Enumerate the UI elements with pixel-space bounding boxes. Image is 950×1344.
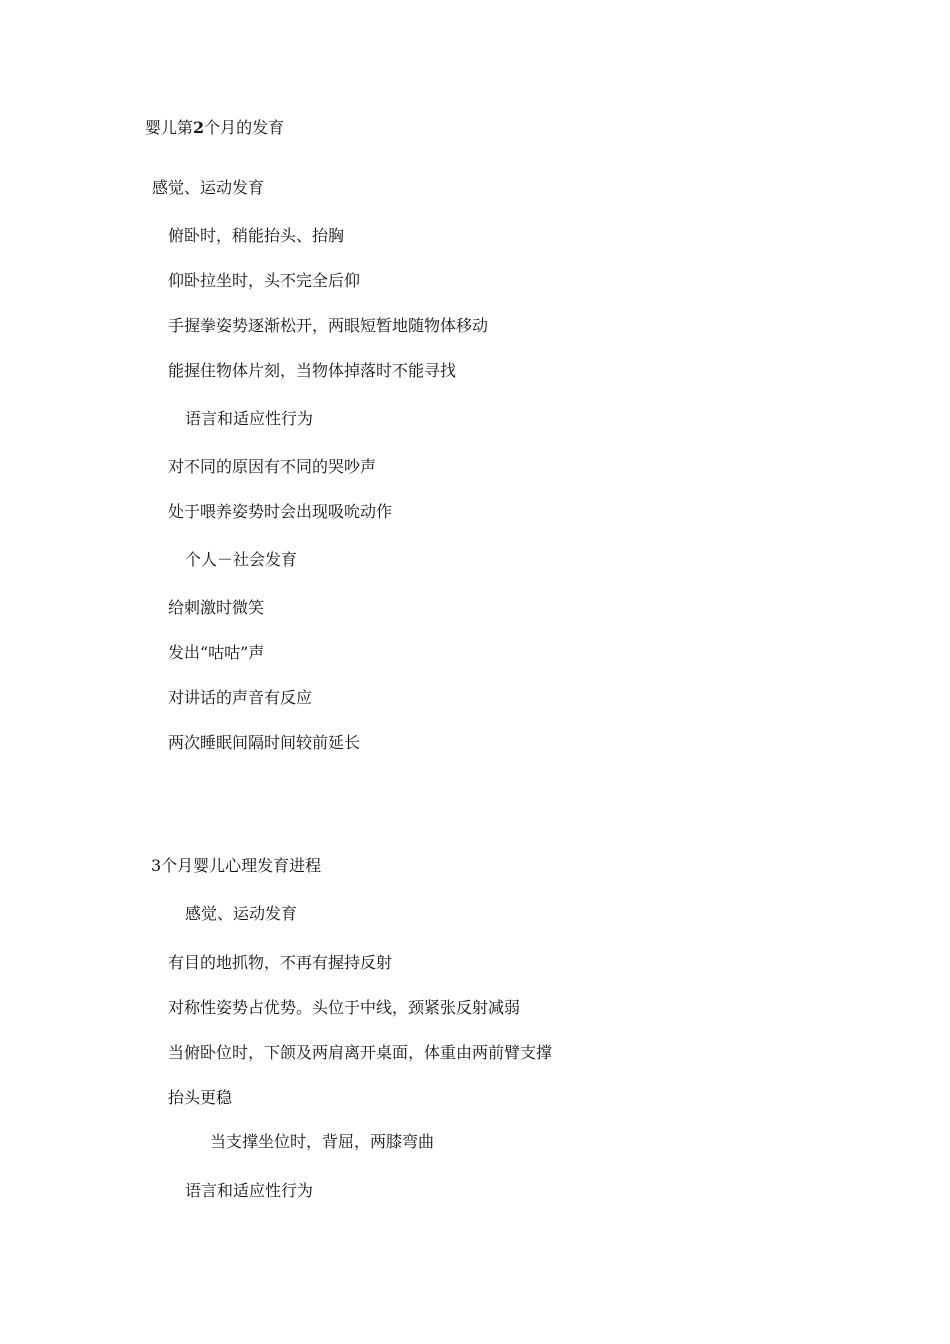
section2-sensory-item: 当支撑坐位时，背屈，两膝弯曲 (210, 1132, 435, 1151)
section1-social-item: 对讲话的声音有反应 (168, 688, 313, 707)
section2-sensory-item: 抬头更稳 (168, 1088, 233, 1107)
section2-sensory-item: 当俯卧位时，下颌及两肩离开桌面，体重由两前臂支撑 (168, 1043, 553, 1062)
section1-sensory-heading: 感觉、运动发育 (152, 178, 265, 197)
section2-sensory-heading: 感觉、运动发育 (185, 904, 298, 923)
section2-language-heading: 语言和适应性行为 (185, 1181, 314, 1200)
section1-social-item: 发出“咕咕”声 (168, 643, 265, 662)
section2-sensory-item: 有目的地抓物，不再有握持反射 (168, 953, 393, 972)
section1-language-heading: 语言和适应性行为 (185, 409, 314, 428)
section1-sensory-item: 俯卧时，稍能抬头、抬胸 (168, 226, 345, 245)
section1-language-item: 对不同的原因有不同的哭吵声 (168, 457, 377, 476)
section1-title-suffix: 个月的发育 (204, 118, 285, 137)
section1-title (145, 118, 284, 138)
section1-sensory-item: 能握住物体片刻，当物体掉落时不能寻找 (168, 361, 457, 380)
section2-title: 3个月婴儿心理发育进程 (151, 856, 322, 875)
section1-title-prefix: 婴儿第 (145, 118, 194, 137)
section1-social-item: 给刺激时微笑 (168, 598, 265, 617)
section1-sensory-item: 手握拳姿势逐渐松开，两眼短暂地随物体移动 (168, 316, 489, 335)
section1-sensory-item: 仰卧拉坐时，头不完全后仰 (168, 271, 361, 290)
section2-sensory-item: 对称性姿势占优势。头位于中线，颈紧张反射减弱 (168, 998, 521, 1017)
section1-language-item: 处于喂养姿势时会出现吸吮动作 (168, 502, 393, 521)
section1-title-number: 2 (193, 118, 205, 137)
section1-social-item: 两次睡眠间隔时间较前延长 (168, 733, 361, 752)
section1-social-heading: 个人－社会发育 (185, 550, 298, 569)
